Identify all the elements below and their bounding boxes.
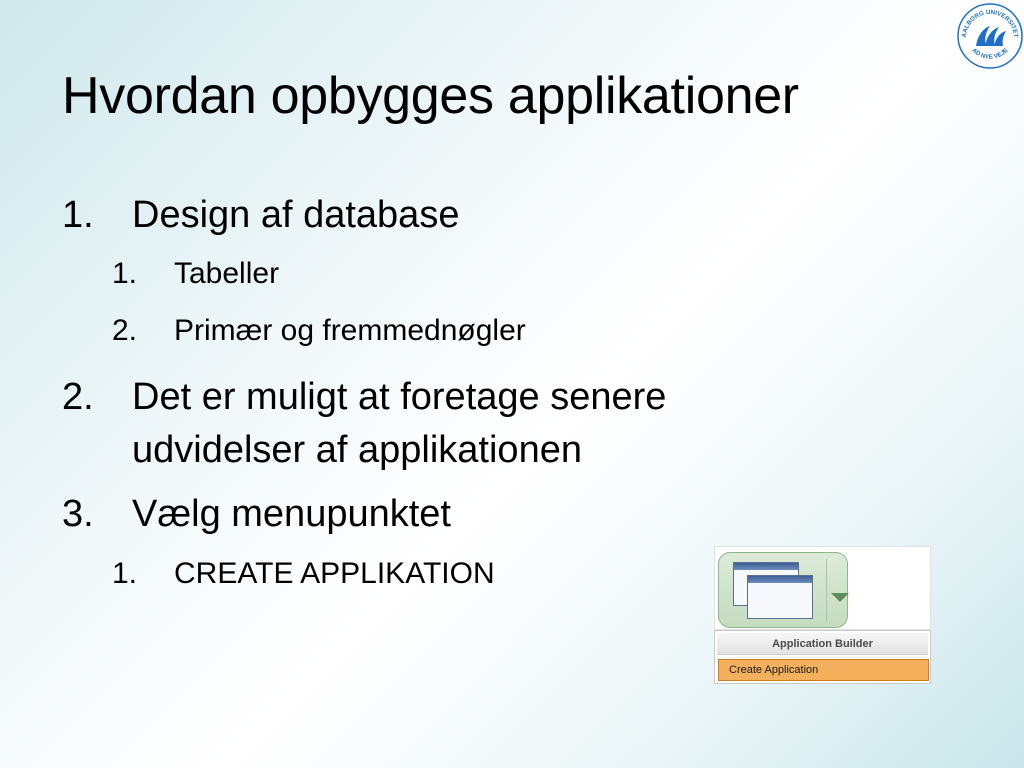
sub-list-item-text: Primær og fremmednøgler	[174, 314, 526, 347]
menu-header: Application Builder	[717, 633, 928, 655]
slide-title: Hvordan opbygges applikationer	[62, 67, 799, 125]
list-item-text-line-1: Det er muligt at foretage senere	[132, 376, 667, 418]
list-number: 2.	[62, 376, 94, 418]
sub-list-item-text: CREATE APPLIKATION	[174, 557, 495, 590]
list-number: 2.	[112, 314, 138, 347]
application-builder-menu	[714, 630, 931, 684]
create-application-menu-item[interactable]: Create Application	[718, 659, 929, 681]
university-logo	[956, 2, 1024, 70]
application-builder-button[interactable]	[718, 552, 848, 628]
logo-text: AALBORG UNIVERSITET	[960, 8, 1020, 38]
list-number: 1.	[112, 257, 138, 290]
list-item-text: Vælg menupunktet	[132, 493, 451, 535]
list-number: 1.	[62, 194, 94, 236]
chevron-down-icon[interactable]	[831, 593, 849, 602]
list-number: 1.	[112, 557, 138, 590]
list-item-text-line-2: udvidelser af applikationen	[132, 429, 582, 471]
sub-list-item-text: Tabeller	[174, 257, 280, 290]
list-number: 3.	[62, 493, 94, 535]
application-builder-button-screenshot	[714, 546, 931, 630]
logo-text-bottom: AD NYE VEJE	[970, 46, 1010, 61]
list-item-text: Design af database	[132, 194, 460, 236]
